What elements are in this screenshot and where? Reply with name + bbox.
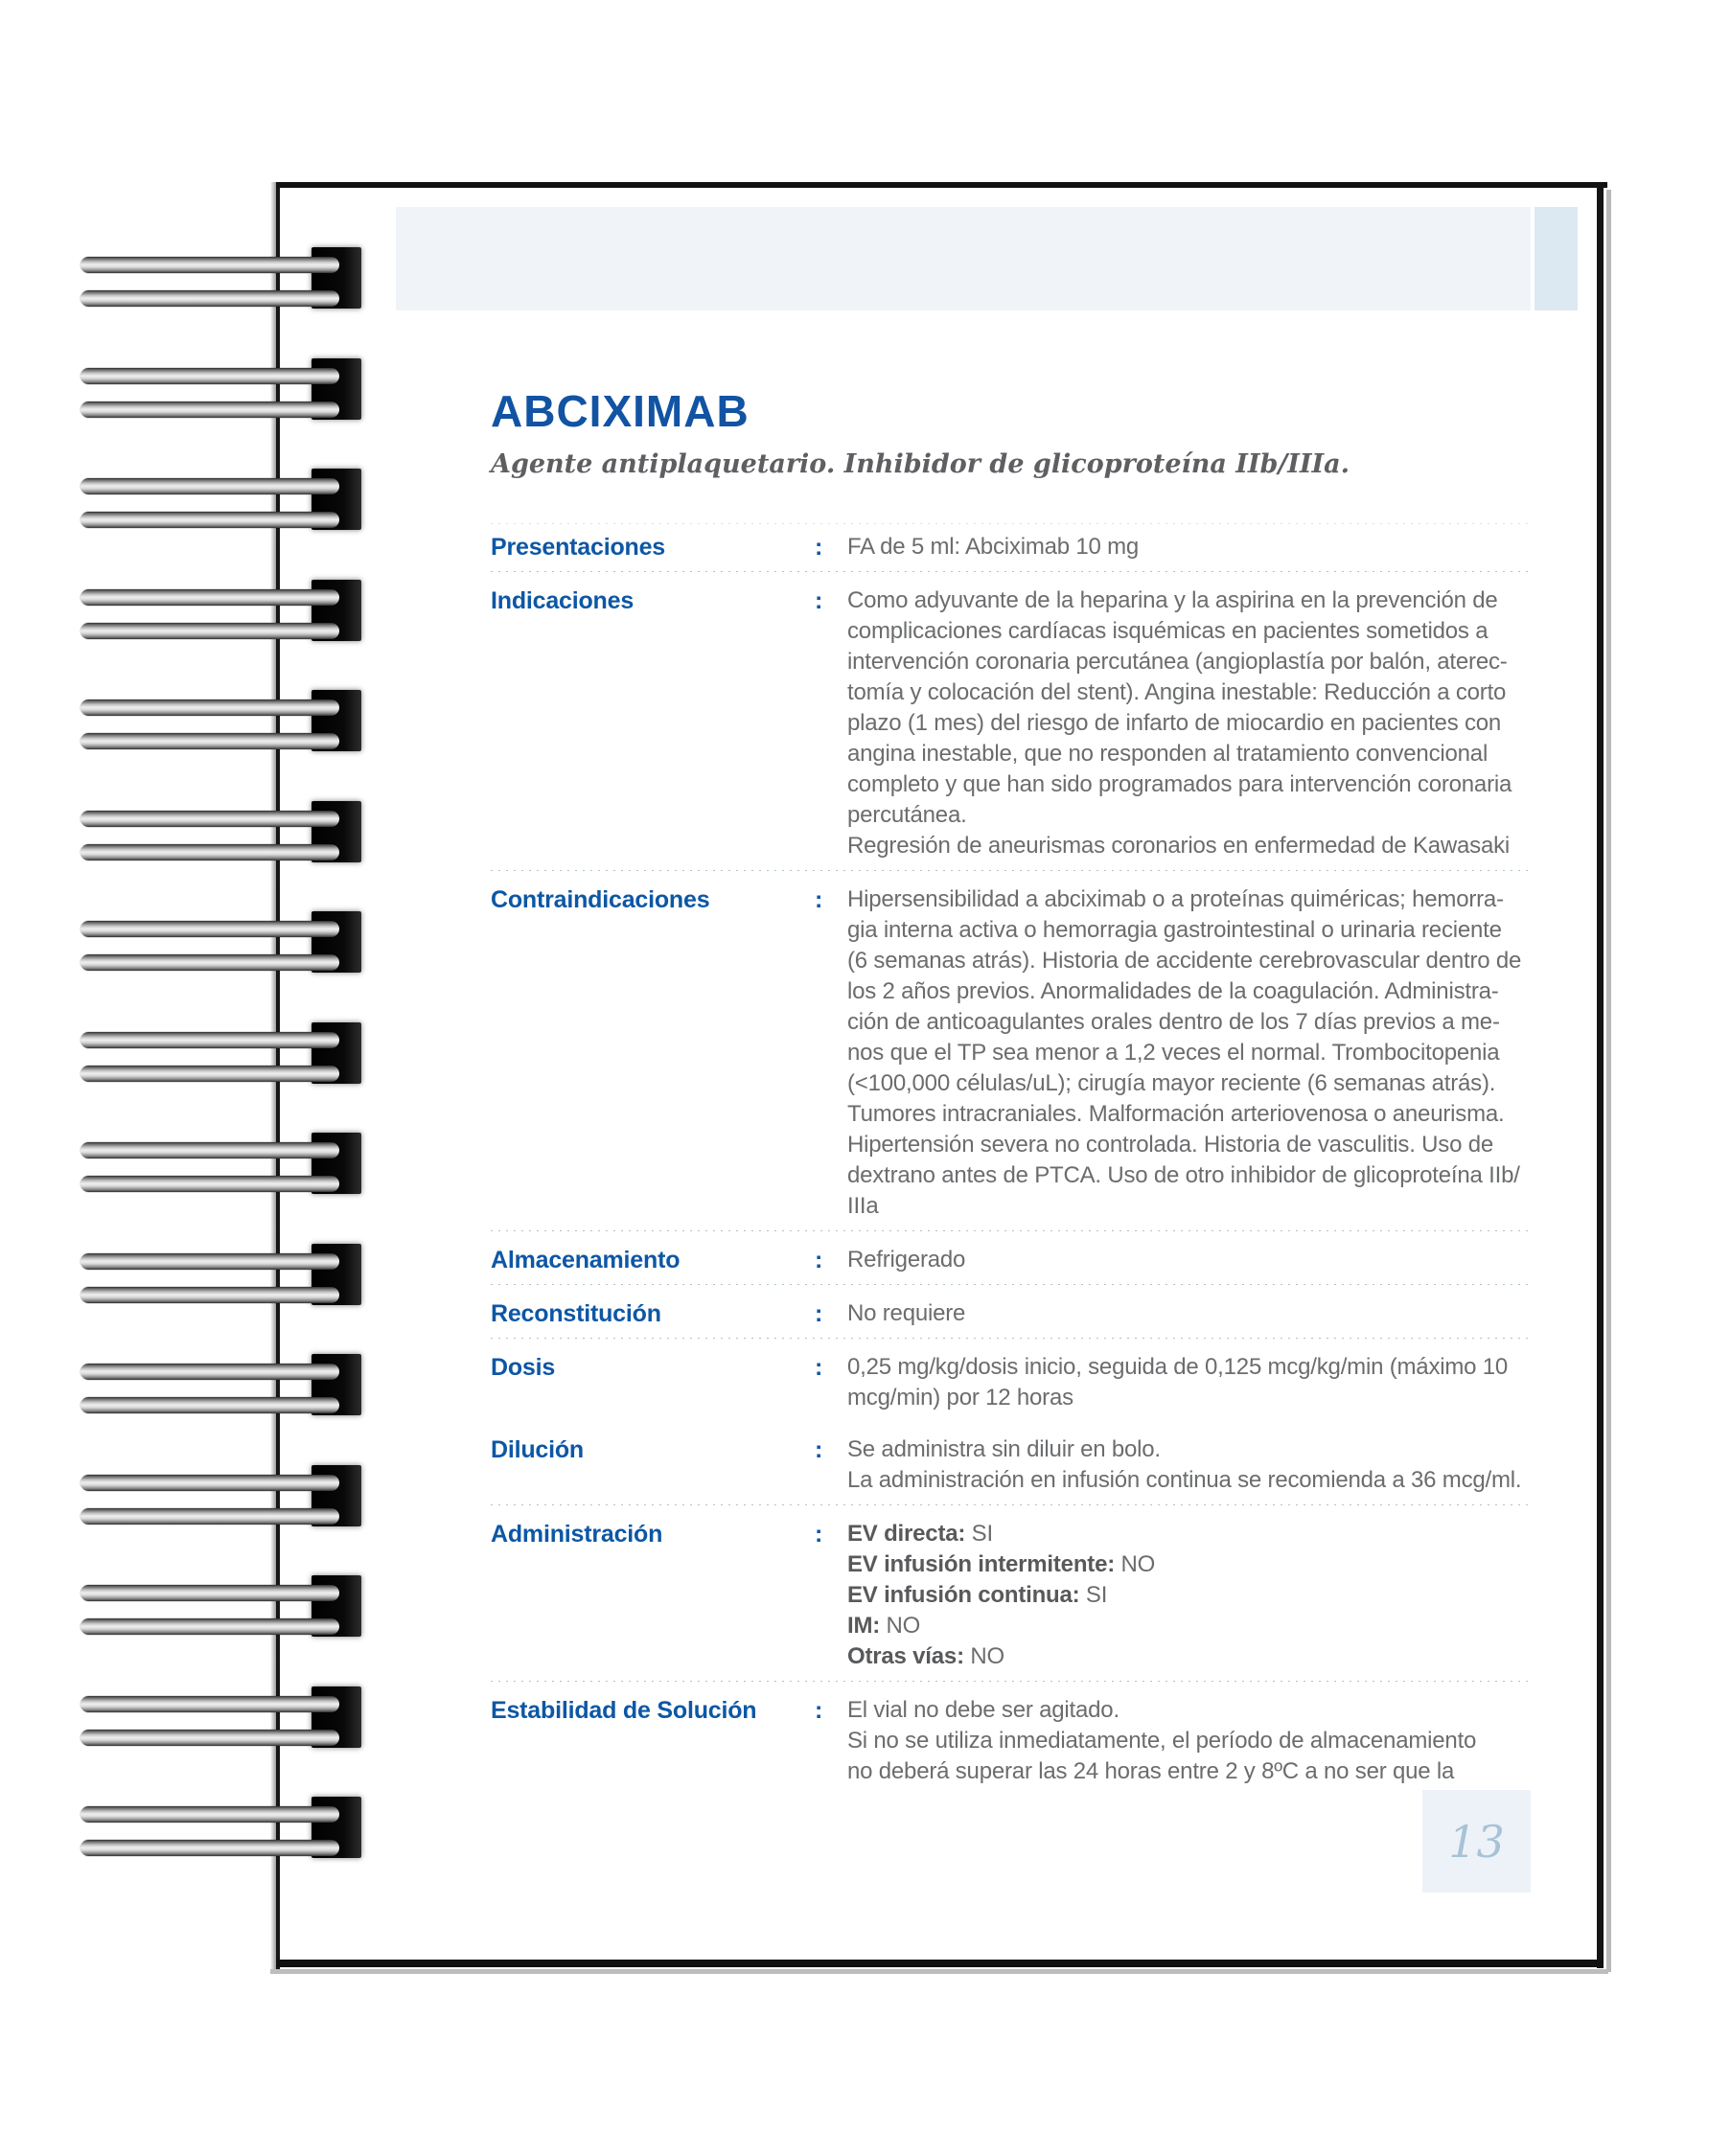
table-row: [491, 1231, 1532, 1283]
header-bar: [396, 207, 1531, 310]
row-value: [847, 1519, 1532, 1672]
row-value: [847, 1434, 1532, 1496]
table-row: [491, 1505, 1532, 1680]
row-divider: [491, 571, 1532, 572]
binding-wire: [81, 1364, 339, 1380]
row-colon: :: [815, 1697, 823, 1724]
drug-monograph: [491, 387, 1532, 1795]
page-border-right: [1597, 182, 1604, 1968]
spiral-binding-ring: [0, 1797, 383, 1860]
row-divider: [491, 1681, 1532, 1682]
value-line: EV infusión continua: SI: [847, 1582, 1108, 1608]
row-label: Presentaciones: [491, 534, 666, 561]
spiral-binding-ring: [0, 1354, 383, 1417]
value-line: Otras vías: NO: [847, 1643, 1004, 1669]
spiral-binding-ring: [0, 247, 383, 310]
row-colon: :: [815, 1436, 823, 1463]
binding-wire: [81, 811, 339, 827]
route-label: EV directa:: [847, 1521, 966, 1547]
binding-wire: [81, 1253, 339, 1270]
page-border-bottom: [276, 1960, 1604, 1967]
row-divider: [491, 870, 1532, 871]
binding-wire: [81, 921, 339, 937]
binding-wire: [81, 623, 339, 639]
row-colon: :: [815, 1247, 823, 1273]
row-colon: :: [815, 587, 823, 614]
row-label: Indicaciones: [491, 587, 635, 614]
binding-wire: [81, 1508, 339, 1525]
table-row: [491, 524, 1532, 570]
value-line: FA de 5 ml: Abciximab 10 mg: [847, 534, 1140, 560]
row-colon: :: [815, 1300, 823, 1327]
row-colon: :: [815, 1521, 823, 1548]
row-colon: :: [815, 1354, 823, 1381]
page-border-top: [276, 182, 1607, 188]
row-divider: [491, 523, 1532, 524]
value-line: tomía y colocación del stent). Angina inestable: Reducción a corto: [847, 679, 1507, 705]
value-line: completo y que han sido programados para intervención coronaria: [847, 771, 1512, 797]
spiral-binding-ring: [0, 358, 383, 422]
value-line: Regresión de aneurismas coronarios en enfermedad de Kawasaki: [847, 833, 1511, 859]
value-line: El vial no debe ser agitado.: [847, 1697, 1119, 1723]
binding-wire: [81, 1840, 339, 1856]
value-line: angina inestable, que no responden al tratamiento convencional: [847, 741, 1489, 767]
binding-wire: [81, 1618, 339, 1635]
binding-wire: [81, 512, 339, 528]
value-line: 0,25 mg/kg/dosis inicio, seguida de 0,125 mcg/kg/min (máximo 10: [847, 1354, 1509, 1380]
value-line: La administración en infusión continua se recomienda a 36 mcg/ml.: [847, 1467, 1522, 1493]
row-label: Dosis: [491, 1354, 556, 1381]
binding-wire: [81, 954, 339, 971]
table-row: [491, 1682, 1532, 1795]
spiral-binding-ring: [0, 469, 383, 532]
binding-wire: [81, 1585, 339, 1601]
row-colon: :: [815, 886, 823, 913]
row-value: [847, 532, 1532, 562]
spiral-binding-ring: [0, 911, 383, 975]
row-label: Contraindicaciones: [491, 886, 710, 913]
spiral-binding-ring: [0, 1133, 383, 1196]
value-line: IIIa: [847, 1193, 879, 1219]
binding-wire: [81, 1142, 339, 1158]
row-label: Reconstitución: [491, 1300, 661, 1327]
value-line: ción de anticoagulantes orales dentro de los 7 días previos a me-: [847, 1009, 1500, 1035]
row-label: Administración: [491, 1521, 663, 1548]
route-label: Otras vías:: [847, 1643, 964, 1669]
value-line: complicaciones cardíacas isquémicas en pacientes sometidos a: [847, 618, 1489, 644]
binding-wire: [81, 290, 339, 307]
binding-wire: [81, 401, 339, 418]
value-line: Como adyuvante de la heparina y la aspirina en la prevención de: [847, 587, 1498, 613]
table-row: [491, 1339, 1532, 1421]
binding-wire: [81, 1287, 339, 1303]
value-line: no deberá superar las 24 horas entre 2 y 8ºC a no ser que la: [847, 1758, 1455, 1784]
row-label: Estabilidad de Solución: [491, 1697, 757, 1724]
binding-wire: [81, 844, 339, 860]
binding-wire: [81, 1397, 339, 1413]
row-value: [847, 1352, 1532, 1413]
value-line: gia interna activa o hemorragia gastrointestinal o urinaria reciente: [847, 917, 1502, 943]
value-line: (<100,000 células/uL); cirugía mayor reciente (6 semanas atrás).: [847, 1070, 1496, 1096]
value-line: Se administra sin diluir en bolo.: [847, 1436, 1161, 1462]
table-row: [491, 1421, 1532, 1503]
drug-subtitle: Agente antiplaquetario. Inhibidor de glicoproteína IIb/IIIa.: [491, 449, 1350, 479]
drug-info-table: [491, 523, 1532, 1795]
row-label: Dilución: [491, 1436, 585, 1463]
spiral-binding-ring: [0, 580, 383, 643]
page-edge-shadow-bottom: [270, 1969, 1608, 1974]
binding-wire: [81, 1696, 339, 1712]
row-value: [847, 1695, 1532, 1787]
drug-title: ABCIXIMAB: [491, 386, 750, 436]
row-value: [847, 585, 1532, 861]
binding-wire: [81, 700, 339, 716]
route-label: IM:: [847, 1613, 881, 1639]
value-line: intervención coronaria percutánea (angioplastía por balón, aterec-: [847, 649, 1508, 675]
binding-wire: [81, 1475, 339, 1491]
value-line: plazo (1 mes) del riesgo de infarto de miocardio en pacientes con: [847, 710, 1502, 736]
value-line: mcg/min) por 12 horas: [847, 1385, 1073, 1411]
value-line: Refrigerado: [847, 1247, 966, 1273]
row-divider: [491, 1284, 1532, 1285]
row-value: [847, 884, 1532, 1222]
value-line: Si no se utiliza inmediatamente, el período de almacenamiento: [847, 1728, 1477, 1754]
binding-wire: [81, 733, 339, 749]
row-value: [847, 1245, 1532, 1275]
page-edge-shadow-right: [1606, 190, 1611, 1972]
spiral-binding-ring: [0, 1022, 383, 1086]
spiral-binding-ring: [0, 1575, 383, 1639]
spiral-binding-ring: [0, 1244, 383, 1307]
binding-wire: [81, 589, 339, 606]
value-line: Hipertensión severa no controlada. Historia de vasculitis. Uso de: [847, 1132, 1494, 1158]
value-line: Hipersensibilidad a abciximab o a proteínas quiméricas; hemorra-: [847, 886, 1504, 912]
value-line: No requiere: [847, 1300, 966, 1326]
table-row: [491, 1285, 1532, 1337]
value-line: EV infusión intermitente: NO: [847, 1551, 1156, 1577]
binding-wire: [81, 368, 339, 384]
binding-wire: [81, 1032, 339, 1048]
route-label: EV infusión intermitente:: [847, 1551, 1116, 1577]
value-line: dextrano antes de PTCA. Uso de otro inhibidor de glicoproteína IIb/: [847, 1162, 1520, 1188]
binding-wire: [81, 1730, 339, 1746]
binding-wire: [81, 1066, 339, 1082]
row-colon: :: [815, 534, 823, 561]
page-number-box: [1422, 1790, 1531, 1892]
binding-wire: [81, 478, 339, 494]
header-accent-block: [1535, 207, 1578, 310]
spiral-binding-ring: [0, 801, 383, 864]
table-row: [491, 871, 1532, 1229]
spiral-binding-ring: [0, 690, 383, 753]
row-divider: [491, 1504, 1532, 1505]
value-line: Tumores intracraniales. Malformación arteriovenosa o aneurisma.: [847, 1101, 1505, 1127]
value-line: nos que el TP sea menor a 1,2 veces el normal. Trombocitopenia: [847, 1040, 1500, 1066]
page-number: 13: [1448, 1815, 1505, 1868]
row-divider: [491, 1338, 1532, 1339]
spiral-binding-ring: [0, 1686, 383, 1750]
value-line: EV directa: SI: [847, 1521, 993, 1547]
value-line: los 2 años previos. Anormalidades de la coagulación. Administra-: [847, 978, 1499, 1004]
binding-wire: [81, 1806, 339, 1823]
table-row: [491, 572, 1532, 869]
value-line: IM: NO: [847, 1613, 921, 1639]
row-value: [847, 1298, 1532, 1329]
spiral-binding-ring: [0, 1465, 383, 1528]
binding-wire: [81, 257, 339, 273]
binding-wire: [81, 1176, 339, 1192]
value-line: (6 semanas atrás). Historia de accidente cerebrovascular dentro de: [847, 948, 1522, 974]
route-label: EV infusión continua:: [847, 1582, 1080, 1608]
row-divider: [491, 1230, 1532, 1231]
row-label: Almacenamiento: [491, 1247, 681, 1273]
value-line: percutánea.: [847, 802, 967, 828]
